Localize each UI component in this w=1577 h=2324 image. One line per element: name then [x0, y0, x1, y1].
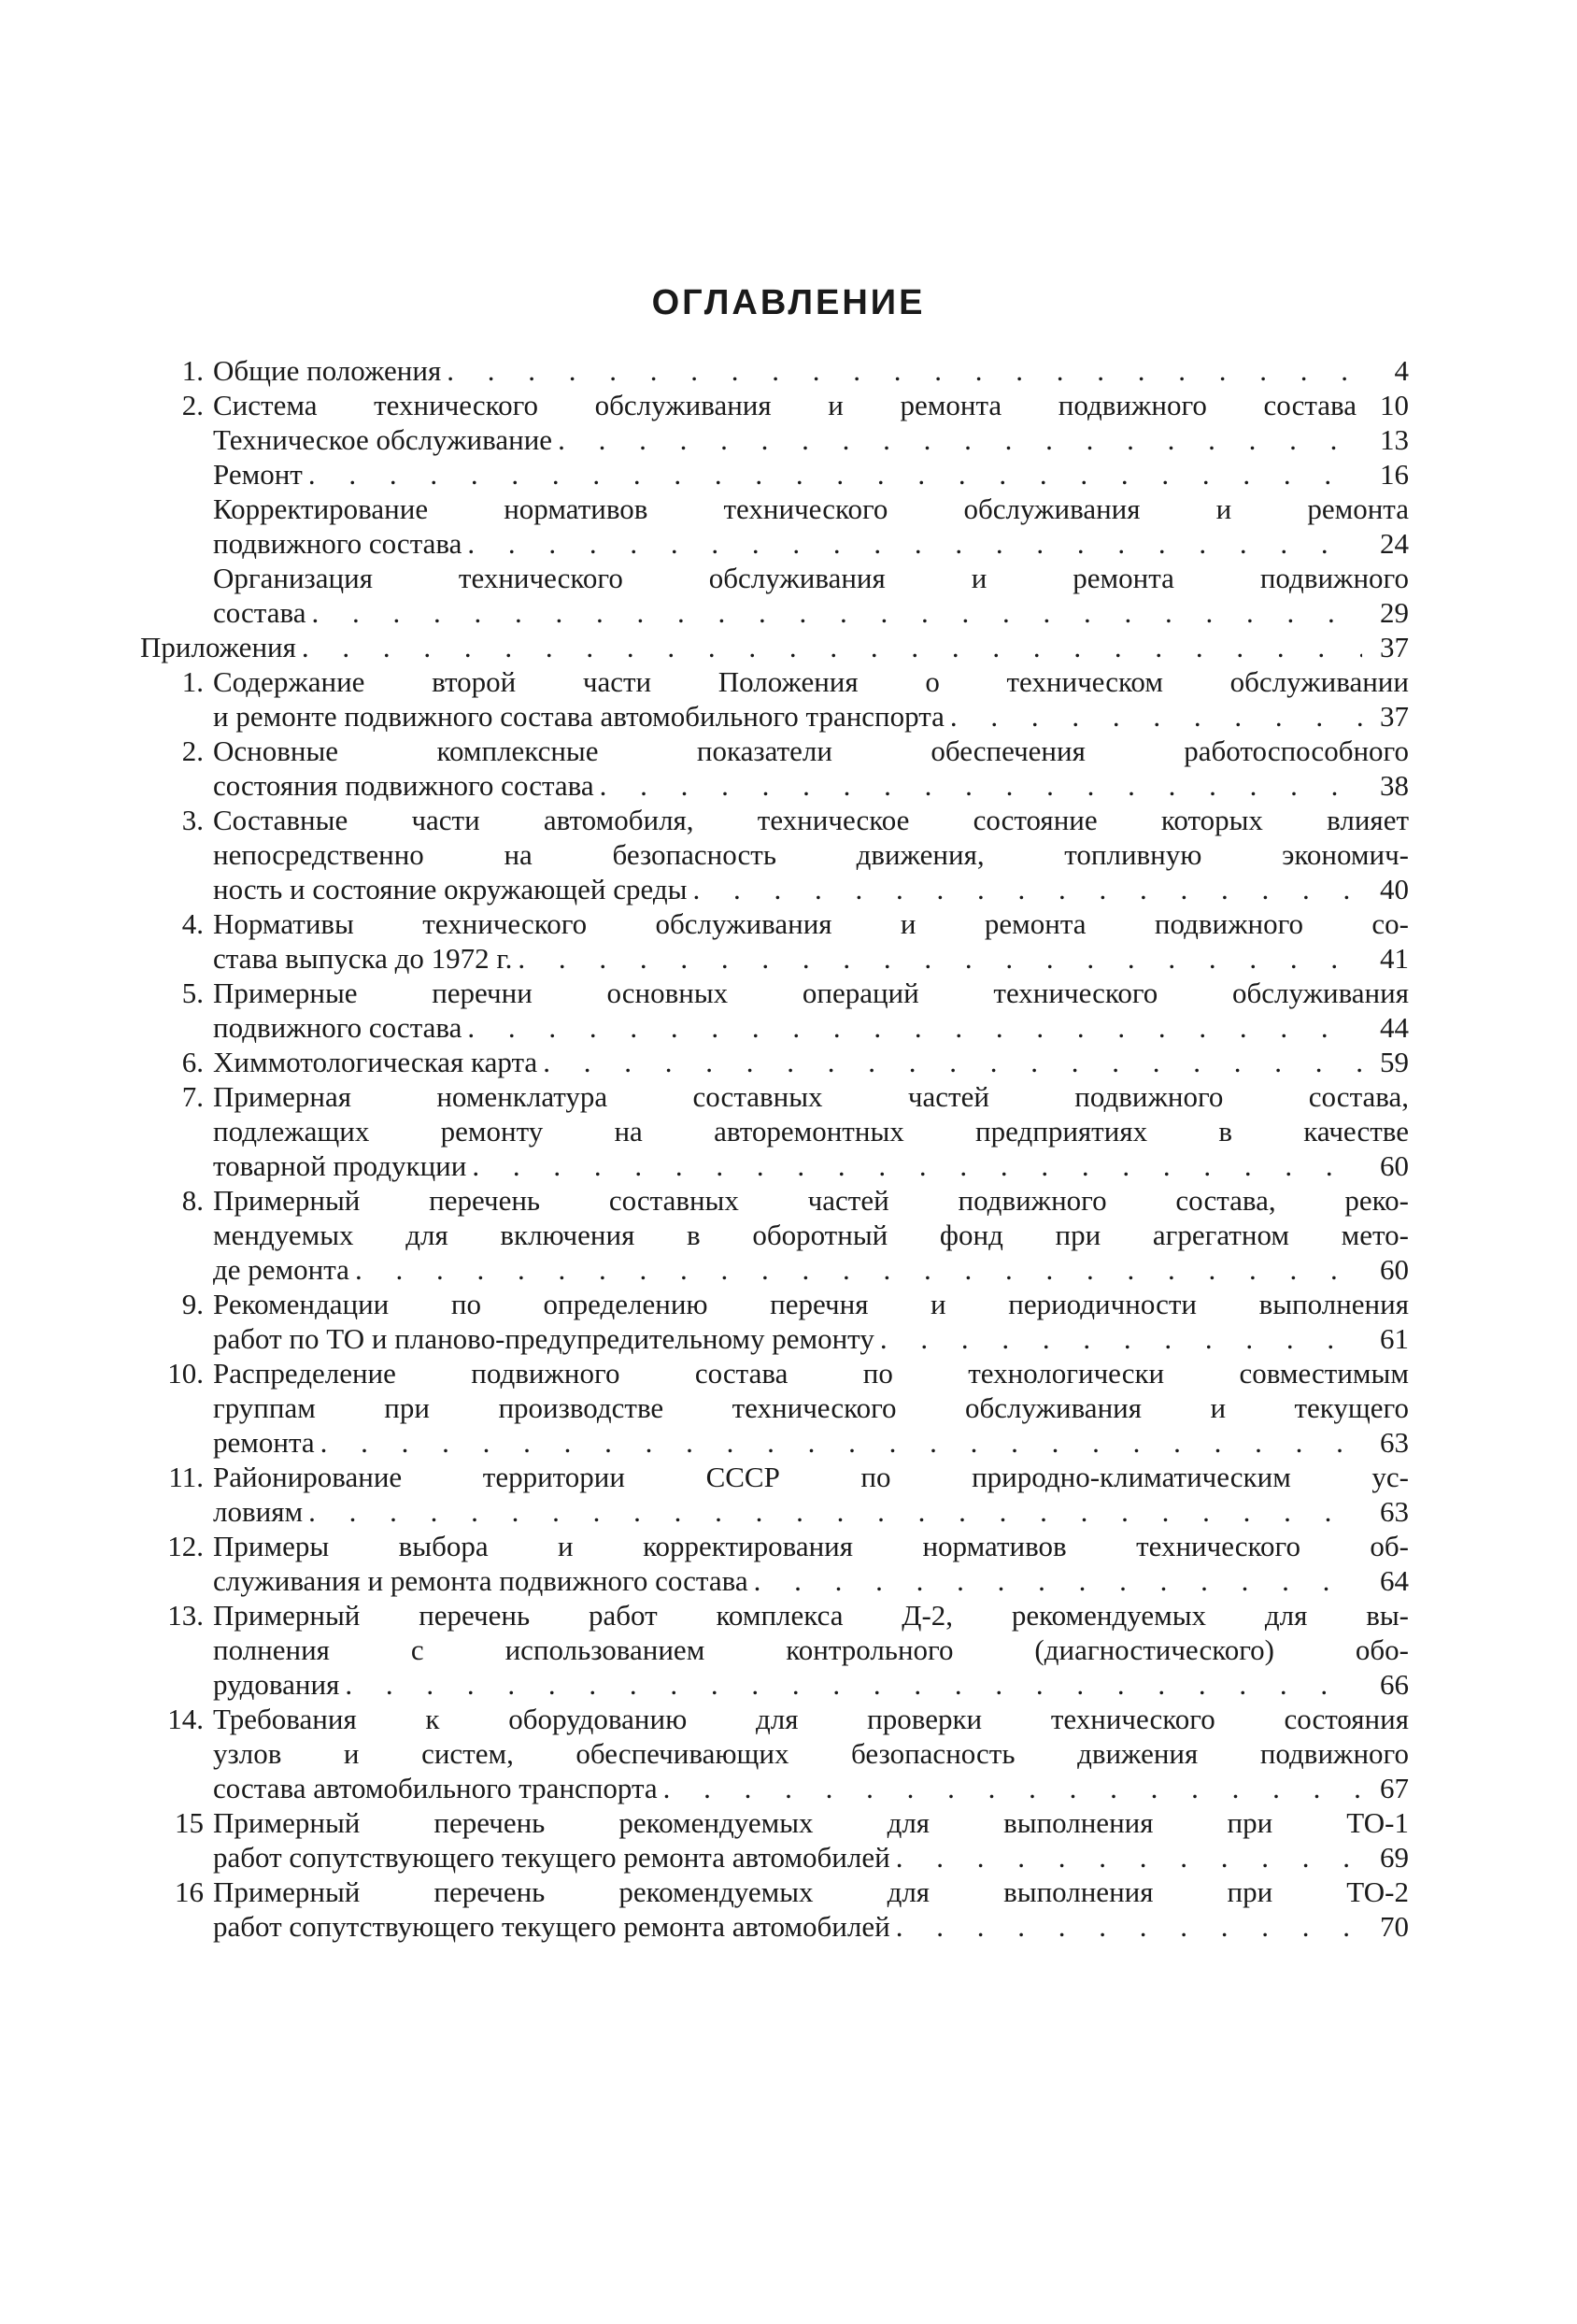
- toc-entry-number: 6.: [181, 1046, 204, 1078]
- toc-line: [120, 1460, 1409, 1494]
- toc-line: [120, 1805, 1409, 1840]
- toc-entry-number: 14.: [167, 1703, 204, 1735]
- toc-entry-number: 12.: [167, 1530, 204, 1562]
- toc-line: [120, 1114, 1409, 1148]
- toc-page-number: 37: [1380, 631, 1409, 663]
- toc-line: [120, 526, 1409, 561]
- toc-entry-number: 10.: [167, 1357, 204, 1390]
- toc-line: [120, 941, 1409, 976]
- toc-entry-text: Примерный перечень рекомендуемых для выполнения при ТО-1: [213, 1806, 1409, 1839]
- toc-entry-text: непосредственно на безопасность движения, топливную экономич-: [213, 838, 1409, 871]
- toc-page-number: 24: [1380, 527, 1409, 560]
- toc-entry-text: Рекомендации по определению перечня и периодичности выполнения: [213, 1288, 1409, 1320]
- toc-page-number: 63: [1380, 1495, 1409, 1528]
- toc-entry-text: Районирование территории СССР по природно-климатическим ус-: [213, 1461, 1409, 1493]
- toc-leader-line: [213, 941, 1409, 976]
- toc-entry-text: товарной продукции: [213, 1149, 467, 1182]
- dot-leader: [345, 1667, 1362, 1702]
- toc-page-number: 60: [1380, 1253, 1409, 1286]
- toc-entry-text: Техническое обслуживание: [213, 423, 553, 456]
- toc-entry-text: Приложения: [140, 631, 296, 663]
- toc-entry-text: Химмотологическая карта: [213, 1046, 538, 1078]
- toc-entry-text: подвижного состава: [213, 527, 462, 560]
- toc-entry-text: Ремонт: [213, 458, 303, 491]
- toc-line: [120, 1667, 1409, 1702]
- dot-leader: [663, 1771, 1362, 1805]
- toc-page-number: 16: [1380, 458, 1409, 491]
- toc-page-number: 44: [1380, 1011, 1409, 1044]
- toc-line: [120, 1771, 1409, 1805]
- toc-entry-text: и ремонте подвижного состава автомобильного транспорта: [213, 700, 945, 733]
- toc-entry-text: работ по ТО и планово-предупредительному ремонту: [213, 1322, 874, 1355]
- toc-entry-number: 3.: [181, 804, 204, 836]
- toc-leader-line: [213, 457, 1409, 492]
- toc-entry-number: 11.: [168, 1461, 204, 1493]
- toc-line: [120, 1425, 1409, 1460]
- toc-page-number: 13: [1380, 423, 1409, 456]
- toc-line: [120, 1702, 1409, 1736]
- toc-entry-text: ремонта: [213, 1426, 315, 1459]
- toc-entry-text: служивания и ремонта подвижного состава: [213, 1564, 748, 1597]
- toc-leader-line: [140, 630, 1409, 664]
- dot-leader: [311, 595, 1362, 630]
- toc-entry-number: 13.: [167, 1599, 204, 1632]
- toc-entry-number: 1.: [181, 354, 204, 387]
- toc-leader-line: [213, 353, 1409, 388]
- toc-line: [120, 837, 1409, 872]
- toc-line: [120, 872, 1409, 906]
- toc-entry-text: Составные части автомобиля, техническое состояние которых влияет: [213, 804, 1409, 836]
- dot-leader: [518, 941, 1362, 976]
- toc-page-number: 67: [1380, 1772, 1409, 1804]
- toc-page-number: 60: [1380, 1149, 1409, 1182]
- toc-entry-text: состава автомобильного транспорта: [213, 1772, 658, 1804]
- toc-leader-line: [213, 699, 1409, 734]
- dot-leader: [600, 768, 1362, 803]
- toc-line: [120, 699, 1409, 734]
- toc-line: [120, 353, 1409, 388]
- page-title: ОГЛАВЛЕНИЕ: [651, 283, 926, 322]
- dot-leader: [447, 353, 1362, 388]
- dot-leader: [472, 1148, 1362, 1183]
- toc-entry-text: ловиям: [213, 1495, 304, 1528]
- toc-entry-text: Нормативы технического обслуживания и ремонта подвижного со-: [213, 907, 1409, 940]
- toc-entry-text: Общие положения: [213, 354, 442, 387]
- toc-line: [120, 1390, 1409, 1425]
- toc-leader-line: [213, 1252, 1409, 1287]
- toc-leader-line: [213, 1010, 1409, 1045]
- toc-page-number: 61: [1380, 1322, 1409, 1355]
- toc-page-number: 69: [1380, 1841, 1409, 1874]
- toc-line: [120, 595, 1409, 630]
- toc-leader-line: [213, 526, 1409, 561]
- table-of-contents: [120, 353, 1409, 1944]
- toc-entry-number: 2.: [181, 389, 204, 421]
- toc-line: [120, 1494, 1409, 1529]
- toc-page-number: 38: [1380, 769, 1409, 802]
- toc-line: [120, 492, 1409, 526]
- toc-line: [120, 1252, 1409, 1287]
- toc-page-number: 10: [1380, 389, 1409, 421]
- toc-line: [120, 1183, 1409, 1218]
- toc-leader-line: [213, 872, 1409, 906]
- toc-entry-text: узлов и систем, обеспечивающих безопасность движения подвижного: [213, 1737, 1409, 1770]
- toc-entry-text: Примерный перечень рекомендуемых для выполнения при ТО-2: [213, 1875, 1409, 1908]
- toc-line: [120, 803, 1409, 837]
- toc-entry-text: Система технического обслуживания и ремонта подвижного состава: [213, 389, 1357, 421]
- toc-line: [120, 664, 1409, 699]
- toc-entry-text: Организация технического обслуживания и ремонта подвижного: [213, 562, 1409, 594]
- dot-leader: [896, 1840, 1362, 1875]
- toc-line: [120, 1356, 1409, 1390]
- toc-entry-text: работ сопутствующего текущего ремонта автомобилей: [213, 1841, 890, 1874]
- toc-leader-line: [213, 422, 1409, 457]
- toc-entry-text: Основные комплексные показатели обеспечения работоспособного: [213, 734, 1409, 767]
- dot-leader: [302, 630, 1362, 664]
- toc-leader-line: [213, 1909, 1409, 1944]
- toc-entry-text: Примерная номенклатура составных частей подвижного состава,: [213, 1080, 1409, 1113]
- toc-line: [120, 976, 1409, 1010]
- toc-line: [120, 1079, 1409, 1114]
- dot-leader: [754, 1563, 1362, 1598]
- toc-entry-text: Примерный перечень составных частей подвижного состава, реко-: [213, 1184, 1409, 1217]
- dot-leader: [950, 699, 1362, 734]
- toc-line: [120, 422, 1409, 457]
- toc-page-number: 40: [1380, 873, 1409, 905]
- toc-leader-line: [213, 1494, 1409, 1529]
- toc-line: [120, 1218, 1409, 1252]
- toc-leader-line: [213, 1667, 1409, 1702]
- toc-line: [120, 1010, 1409, 1045]
- toc-line: [120, 388, 1409, 422]
- toc-line: [120, 1633, 1409, 1667]
- toc-line: [120, 1840, 1409, 1875]
- toc-entry-number: 9.: [181, 1288, 204, 1320]
- toc-page-number: 70: [1380, 1910, 1409, 1943]
- toc-leader-line: [213, 1321, 1409, 1356]
- toc-leader-line: [213, 1148, 1409, 1183]
- toc-line: [120, 457, 1409, 492]
- toc-entry-text: состава: [213, 596, 306, 629]
- toc-leader-line: [213, 768, 1409, 803]
- toc-line: [120, 1045, 1409, 1079]
- dot-leader: [543, 1045, 1362, 1079]
- toc-line: [120, 1321, 1409, 1356]
- toc-entry-number: 4.: [181, 907, 204, 940]
- toc-line: [120, 768, 1409, 803]
- dot-leader: [558, 422, 1362, 457]
- toc-line: [120, 1909, 1409, 1944]
- toc-entry-text: мендуемых для включения в оборотный фонд при агрегатном мето-: [213, 1219, 1409, 1251]
- toc-leader-line: [213, 1045, 1409, 1079]
- toc-page-number: 59: [1380, 1046, 1409, 1078]
- toc-line: [120, 1736, 1409, 1771]
- toc-leader-line: [213, 1771, 1409, 1805]
- dot-leader: [308, 1494, 1362, 1529]
- dot-leader: [355, 1252, 1362, 1287]
- dot-leader: [320, 1425, 1362, 1460]
- toc-line: [120, 1529, 1409, 1563]
- toc-entry-text: состояния подвижного состава: [213, 769, 594, 802]
- toc-entry-number: 15: [175, 1806, 204, 1839]
- toc-entry-number: 8.: [181, 1184, 204, 1217]
- toc-entry-text: де ремонта: [213, 1253, 349, 1286]
- toc-leader-line: [213, 1563, 1409, 1598]
- toc-entry-text: Корректирование нормативов технического обслуживания и ремонта: [213, 492, 1409, 525]
- toc-entry-text: Примерные перечни основных операций технического обслуживания: [213, 977, 1409, 1009]
- toc-line: [120, 561, 1409, 595]
- toc-line: [120, 1563, 1409, 1598]
- toc-entry-text: Примерный перечень работ комплекса Д-2, рекомендуемых для вы-: [213, 1599, 1409, 1632]
- toc-page-number: 66: [1380, 1668, 1409, 1701]
- toc-entry-number: 7.: [181, 1080, 204, 1113]
- toc-entry-text: полнения с использованием контрольного (диагностического) обо-: [213, 1633, 1409, 1666]
- toc-line: [120, 630, 1409, 664]
- toc-entry-text: подлежащих ремонту на авторемонтных предприятиях в качестве: [213, 1115, 1409, 1148]
- toc-page-number: 41: [1380, 942, 1409, 975]
- toc-entry-text: Требования к оборудованию для проверки технического состояния: [213, 1703, 1409, 1735]
- dot-leader: [467, 526, 1362, 561]
- toc-page-number: 63: [1380, 1426, 1409, 1459]
- toc-line: [120, 734, 1409, 768]
- toc-entry-number: 5.: [181, 977, 204, 1009]
- dot-leader: [308, 457, 1362, 492]
- toc-entry-text: подвижного состава: [213, 1011, 462, 1044]
- toc-line: [120, 1875, 1409, 1909]
- toc-line: [120, 1287, 1409, 1321]
- toc-leader-line: [213, 1840, 1409, 1875]
- toc-page-number: 64: [1380, 1564, 1409, 1597]
- toc-line: [120, 906, 1409, 941]
- toc-entry-number: 2.: [181, 734, 204, 767]
- dot-leader: [467, 1010, 1362, 1045]
- toc-entry-text: Распределение подвижного состава по технологически совместимым: [213, 1357, 1409, 1390]
- toc-entry-text: ность и состояние окружающей среды: [213, 873, 688, 905]
- toc-entry-text: работ сопутствующего текущего ремонта автомобилей: [213, 1910, 890, 1943]
- dot-leader: [896, 1909, 1362, 1944]
- dot-leader: [880, 1321, 1362, 1356]
- toc-entry-number: 1.: [181, 665, 204, 698]
- toc-line: [120, 1598, 1409, 1633]
- toc-entry-text: рудования: [213, 1668, 340, 1701]
- toc-line: [120, 1148, 1409, 1183]
- toc-entry-text: Содержание второй части Положения о техническом обслуживании: [213, 665, 1409, 698]
- toc-leader-line: [213, 1425, 1409, 1460]
- toc-page-number: 4: [1394, 354, 1409, 387]
- dot-leader: [692, 872, 1362, 906]
- toc-entry-number: 16: [175, 1875, 204, 1908]
- toc-page-number: 37: [1380, 700, 1409, 733]
- toc-page-number: 29: [1380, 596, 1409, 629]
- toc-leader-line: [213, 595, 1409, 630]
- toc-entry-text: группам при производстве технического обслуживания и текущего: [213, 1391, 1409, 1424]
- toc-entry-text: става выпуска до 1972 г.: [213, 942, 513, 975]
- toc-entry-text: Примеры выбора и корректирования нормативов технического об-: [213, 1530, 1409, 1562]
